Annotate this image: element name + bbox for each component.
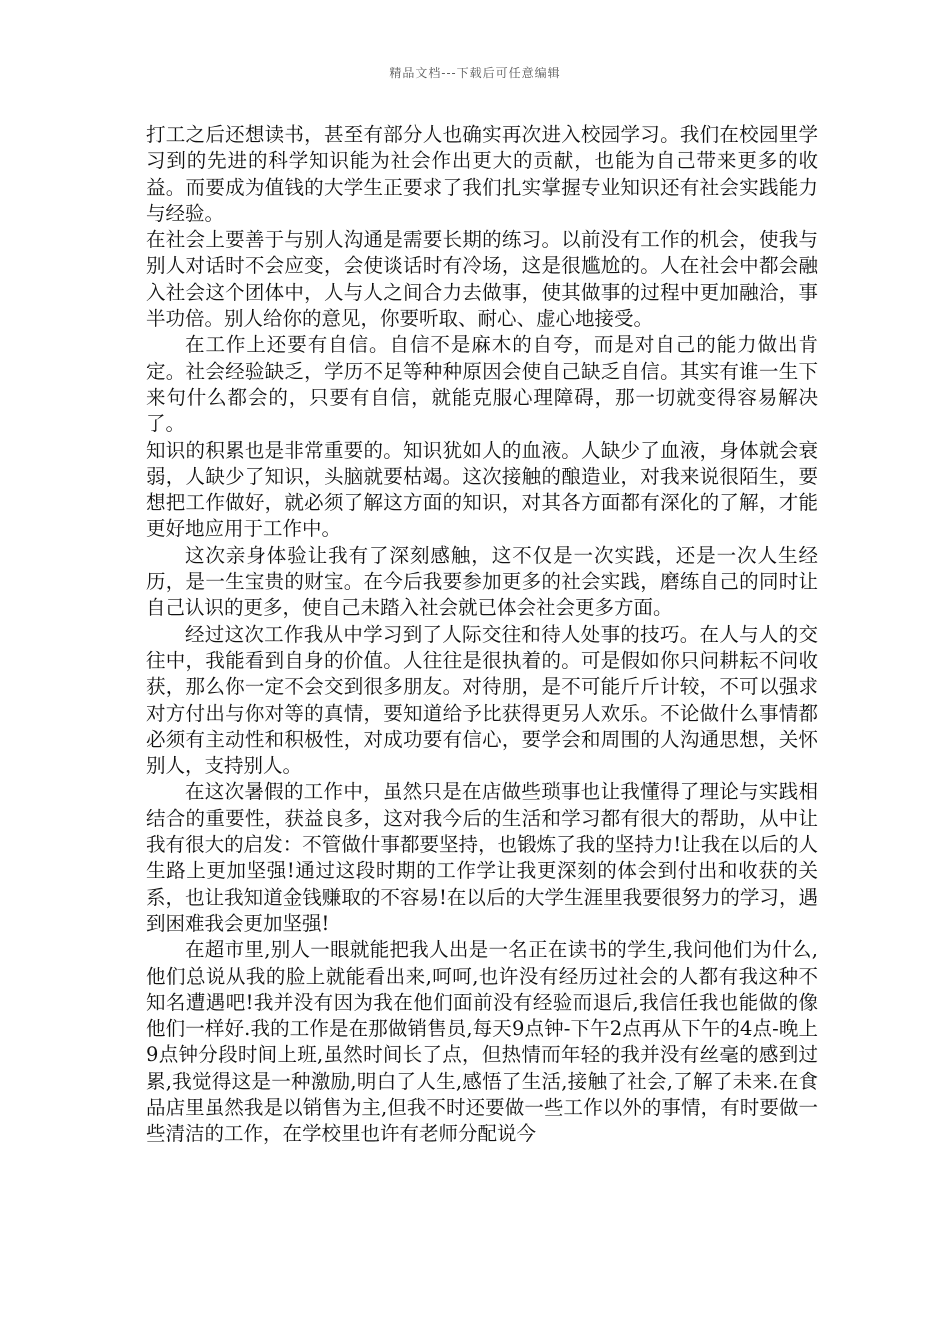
paragraph: 这次亲身体验让我有了深刻感触，这不仅是一次实践，还是一次人生经历，是一生宝贵的财宝。在今后我要参加更多的社会实践，磨练自己的同时让自己认识的更多，使自己未踏入社会就已体会社会更多方面。 [146,543,818,620]
paragraph: 知识的积累也是非常重要的。知识犹如人的血液。人缺少了血液，身体就会衰弱，人缺少了知识，头脑就要枯竭。这次接触的酿造业，对我来说很陌生，要想把工作做好，就必须了解这方面的知识，对其各方面都有深化的了解，才能更好地应用于工作中。 [146,438,818,541]
paragraph: 在这次暑假的工作中，虽然只是在店做些琐事也让我懂得了理论与实践相结合的重要性，获益良多，这对我今后的生活和学习都有很大的帮助，从中让我有很大的启发：不管做什事都要坚持，也锻炼了我的坚持力!让我在以后的人生路上更加坚强!通过这段时期的工作学让我更深刻的体会到付出和收获的关系，也让我知道金钱赚取的不容易!在以后的大学生涯里我要很努力的学习，遇到困难我会更加坚强! [146,780,818,935]
paragraph: 在社会上要善于与别人沟通是需要长期的练习。以前没有工作的机会，使我与别人对话时不会应变，会使谈话时有冷场，这是很尴尬的。人在社会中都会融入社会这个团体中，人与人之间合力去做事，使其做事的过程中更加融洽，事半功倍。别人给你的意见，你要听取、耐心、虚心地接受。 [146,228,818,331]
page-header: 精品文档---下载后可任意编辑 [389,66,561,80]
paragraph: 在工作上还要有自信。自信不是麻木的自夸，而是对自己的能力做出肯定。社会经验缺乏，学历不足等种种原因会使自己缺乏自信。其实有谁一生下来句什么都会的，只要有自信，就能克服心理障碍，那一切就变得容易解决了。 [146,333,818,436]
paragraph: 在超市里,别人一眼就能把我人出是一名正在读书的学生,我问他们为什么,他们总说从我的脸上就能看出来,呵呵,也许没有经历过社会的人都有我这种不知名遭遇吧!我并没有因为我在他们面前没有经验而退后,我信任我也能做的像他们一样好.我的工作是在那做销售员,每天9点钟-下午2点再从下午的4点-晚上9点钟分段时间上班,虽然时间长了点，但热情而年轻的我并没有丝毫的感到过累,我觉得这是一种激励,明白了人生,感悟了生活,接触了社会,了解了未来.在食品店里虽然我是以销售为主,但我不时还要做一些工作以外的事情，有时要做一些清洁的工作，在学校里也许有老师分配说今 [146,938,818,1146]
paragraph: 打工之后还想读书，甚至有部分人也确实再次进入校园学习。我们在校园里学习到的先进的科学知识能为社会作出更大的贡献，也能为自己带来更多的收益。而要成为值钱的大学生正要求了我们扎实掌握专业知识还有社会实践能力与经验。 [146,123,818,225]
paragraph: 经过这次工作我从中学习到了人际交往和待人处事的技巧。在人与人的交往中，我能看到自身的价值。人往往是很执着的。可是假如你只问耕耘不问收获，那么你一定不会交到很多朋友。对待朋，是不可能斤斤计较，不可以强求对方付出与你对等的真情，要知道给予比获得更另人欢乐。不论做什么事情都必须有主动性和积极性，对成功要有信心，要学会和周围的人沟通思想，关怀别人，支持别人。 [146,622,818,778]
document-body [146,122,818,1148]
